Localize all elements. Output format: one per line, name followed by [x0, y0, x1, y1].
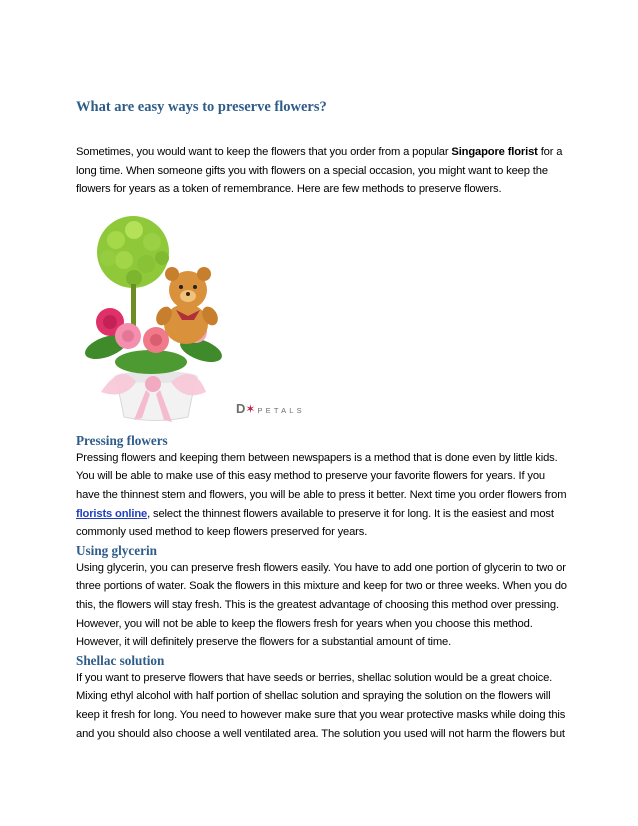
section-body-shellac-solution: If you want to preserve flowers that have seeds or berries, shellac solution would be a great choice. Mixing ethyl alcohol with half portion of shellac solution and spraying the solution on the flowers will keep it fresh for long. You need to however make sure that you wear protective masks while doing this and you should also choose a well ventilated area. The solution you used will not harm the flowers but	[76, 671, 566, 740]
pressing-text-before: Pressing flowers and keeping them between newspapers is a method that is done even by little kids. You will be able to make use of this easy method to preserve your favorite flowers for years. If you have the thinnest stem and flowers, you will be able to press it better. Next time you order flowers from	[76, 451, 567, 501]
page-title: What are easy ways to preserve flowers?	[76, 99, 327, 115]
florists-online-link[interactable]: florists online	[76, 507, 148, 520]
section-heading-pressing-flowers: Pressing flowers	[76, 432, 168, 448]
document-content	[76, 98, 570, 743]
intro-text-after: for a long time. When someone gifts you with flowers on a special occasion, you might want to keep the flowers for years as a token of remembrance. Here are few methods to preserve flowers.	[76, 146, 563, 196]
section-body-using-glycerin: Using glycerin, you can preserve fresh flowers easily. You have to add one portion of glycerin to two or three portions of water. Soak the flowers in this mixture and keep for two or three weeks. When you do this, the flowers will stay fresh. This is the greatest advantage of choosing this method over pressing. However, you will not be able to keep the flowers fresh for years when you choose this method. However, it will definitely preserve the flowers for a substantial amount of time.	[76, 561, 567, 649]
logo-mark: D	[236, 400, 246, 416]
pressing-text-after: , select the thinnest flowers available to preserve it for long. It is the easiest and most commonly used method to keep flowers preserved for years.	[76, 507, 554, 539]
section-heading-using-glycerin: Using glycerin	[76, 542, 157, 558]
section-body-pressing-flowers	[76, 449, 570, 542]
flower-bouquet-image	[76, 212, 336, 432]
logo-swirl-icon: ✶	[245, 401, 256, 416]
bouquet-illustration	[76, 212, 336, 432]
intro-text-before: Sometimes, you would want to keep the flowers that you order from a popular	[76, 146, 452, 158]
section-heading-shellac-solution: Shellac solution	[76, 652, 165, 668]
intro-paragraph	[76, 143, 570, 199]
intro-strong-text: Singapore florist	[451, 146, 538, 158]
logo-text: PETALS	[257, 405, 305, 415]
florist-logo	[236, 400, 305, 418]
